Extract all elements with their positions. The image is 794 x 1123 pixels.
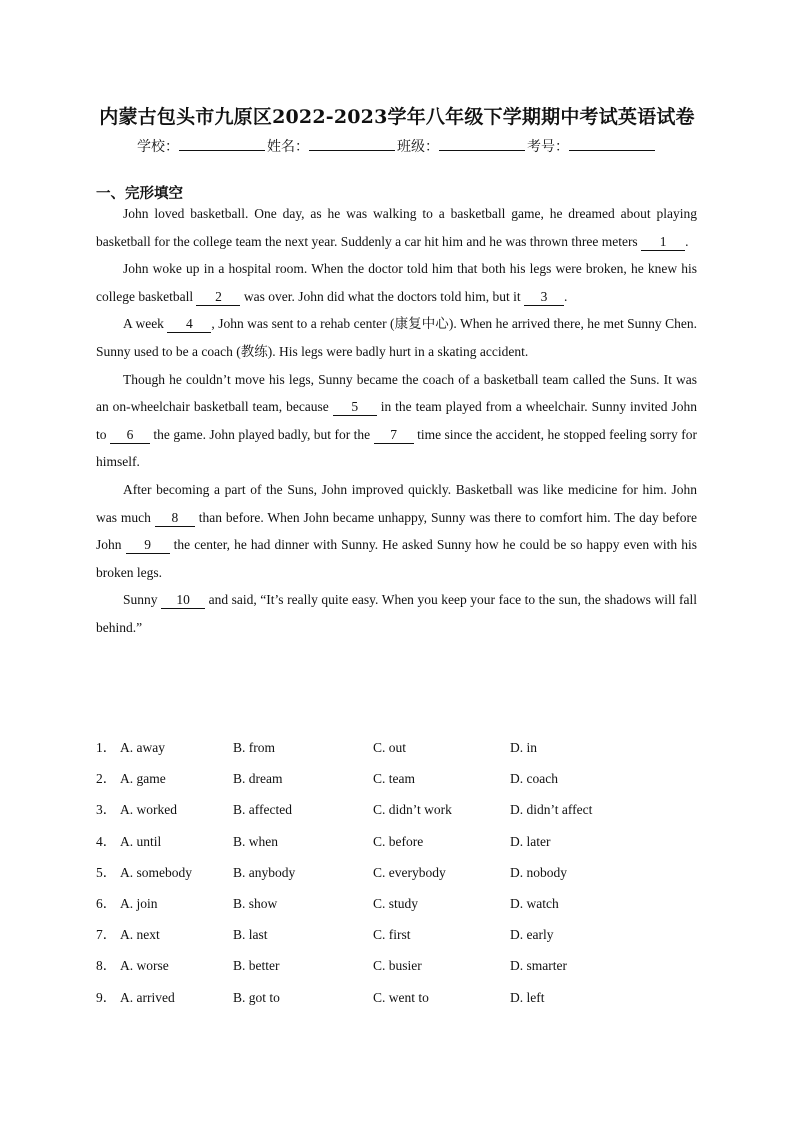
question-number: 1．	[96, 740, 117, 755]
option-d: D. left	[510, 989, 545, 1005]
blank-8: 8	[155, 509, 195, 527]
name-label: 姓名：	[267, 139, 309, 155]
question-number: 3．	[96, 802, 117, 818]
option-c: C. didn’t work	[373, 802, 452, 818]
option-d: D. in	[510, 740, 537, 755]
blank-9: 9	[126, 536, 170, 554]
question-number: 6．	[96, 895, 117, 911]
passage-paragraph-5	[96, 476, 697, 586]
option-b: B. show	[233, 895, 278, 911]
option-a: A. somebody	[120, 864, 192, 880]
passage-paragraph-6	[96, 586, 697, 641]
option-a: A. until	[120, 833, 162, 849]
option-b: B. better	[233, 958, 280, 974]
option-d: D. didn’t affect	[510, 802, 593, 818]
option-c: C. team	[373, 771, 415, 787]
school-label: 学校：	[137, 139, 179, 155]
blank-6: 6	[110, 426, 150, 444]
question-number: 4．	[96, 833, 117, 849]
class-blank	[439, 138, 525, 151]
page-title: 内蒙古包头市九原区2022-2023学年八年级下学期期中考试英语试卷	[99, 106, 695, 128]
number-label: 考号：	[527, 139, 569, 155]
school-blank	[179, 138, 265, 151]
passage-text: After becoming a part of the Suns, John improved quickly. Basketball was like medicine for him. John was much	[96, 481, 697, 525]
passage-paragraph-1	[96, 200, 697, 255]
option-c: C. went to	[373, 989, 429, 1005]
blank-7: 7	[374, 426, 414, 444]
passage-text: , John was sent to a rehab center (康复中心). When he arrived there, he met Sunny Chen. Sunny used to be a coach (教练). His legs were badly hurt in a skating accident.	[96, 316, 697, 359]
passage-paragraph-4	[96, 366, 697, 476]
option-a: A. arrived	[120, 989, 175, 1005]
option-b: B. affected	[233, 802, 292, 818]
option-a: A. join	[120, 895, 158, 911]
passage-text: in the team played from a wheelchair. Sunny invited John to	[96, 399, 697, 442]
question-row	[96, 919, 696, 950]
option-d: D. smarter	[510, 958, 567, 974]
question-row	[96, 982, 696, 1013]
option-c: C. everybody	[373, 864, 446, 880]
option-c: C. before	[373, 833, 424, 849]
option-b: B. last	[233, 927, 268, 943]
name-blank	[309, 138, 395, 151]
passage-text: A week	[123, 316, 168, 332]
option-b: B. got to	[233, 989, 280, 1005]
question-number: 5．	[96, 864, 117, 880]
class-label: 班级：	[397, 139, 439, 155]
option-b: B. from	[233, 740, 275, 755]
section-heading: 一、完形填空	[96, 186, 183, 202]
passage-text: Sunny	[123, 592, 162, 608]
passage-paragraph-2	[96, 255, 697, 310]
option-d: D. coach	[510, 771, 558, 787]
passage-text: .	[563, 288, 568, 304]
option-a: A. worked	[120, 802, 177, 818]
passage-text: was over. John did what the doctors told him, but it	[240, 288, 524, 304]
passage-text: the game. John played badly, but for the	[149, 426, 374, 442]
student-info-line	[0, 136, 794, 156]
question-number: 2．	[96, 771, 117, 787]
option-c: C. out	[373, 740, 407, 755]
option-c: C. busier	[373, 958, 422, 974]
option-b: B. anybody	[233, 864, 296, 880]
blank-4: 4	[167, 315, 211, 333]
option-a: A. away	[120, 740, 165, 755]
option-b: B. when	[233, 833, 278, 849]
blank-1: 1	[641, 233, 685, 251]
passage-paragraph-3	[96, 310, 697, 365]
passage-text: than before. When John became unhappy, Sunny was there to comfort him. The day before John	[96, 509, 697, 553]
question-number: 9．	[96, 989, 117, 1005]
answer-options	[96, 732, 696, 1013]
option-b: B. dream	[233, 771, 283, 787]
option-c: C. study	[373, 895, 419, 911]
question-number: 7．	[96, 927, 117, 943]
name-field	[267, 136, 397, 156]
option-d: D. nobody	[510, 864, 567, 880]
blank-10: 10	[161, 591, 205, 609]
passage-text: and said, “It’s really quite easy. When you keep your face to the sun, the shadows will fall behind.”	[96, 592, 697, 635]
option-d: D. later	[510, 833, 551, 849]
question-row	[96, 826, 696, 857]
passage-text: Though he couldn’t move his legs, Sunny became the coach of a basketball team called the Suns. It was an on-wheelchair basketball team, because	[96, 371, 697, 415]
passage-text: the center, he had dinner with Sunny. He asked Sunny how he could be so happy even with his broken legs.	[96, 537, 697, 580]
question-row	[96, 950, 696, 981]
blank-5: 5	[333, 398, 377, 416]
school-field	[137, 136, 267, 156]
question-row	[96, 732, 696, 763]
cloze-passage	[96, 200, 697, 642]
number-field	[527, 136, 657, 156]
blank-2: 2	[196, 288, 240, 306]
passage-text: John loved basketball. One day, as he was walking to a basketball game, he dreamed about playing basketball for the college team the next year. Suddenly a car hit him and he was thrown three meters	[96, 206, 697, 249]
option-c: C. first	[373, 927, 411, 943]
blank-3: 3	[524, 288, 564, 306]
passage-text: John woke up in a hospital room. When the doctor told him that both his legs were broken, he knew his college basketball	[96, 261, 697, 304]
option-a: A. next	[120, 927, 160, 943]
passage-text: .	[685, 233, 689, 249]
class-field	[397, 136, 527, 156]
passage-text: time since the accident, he stopped feeling sorry for himself.	[96, 426, 697, 470]
number-blank	[569, 138, 655, 151]
option-a: A. game	[120, 771, 166, 787]
question-row	[96, 794, 696, 825]
option-d: D. watch	[510, 895, 559, 911]
option-d: D. early	[510, 927, 554, 943]
question-number: 8．	[96, 958, 117, 974]
question-row	[96, 888, 696, 919]
question-row	[96, 763, 696, 794]
option-a: A. worse	[120, 958, 169, 974]
question-row	[96, 857, 696, 888]
